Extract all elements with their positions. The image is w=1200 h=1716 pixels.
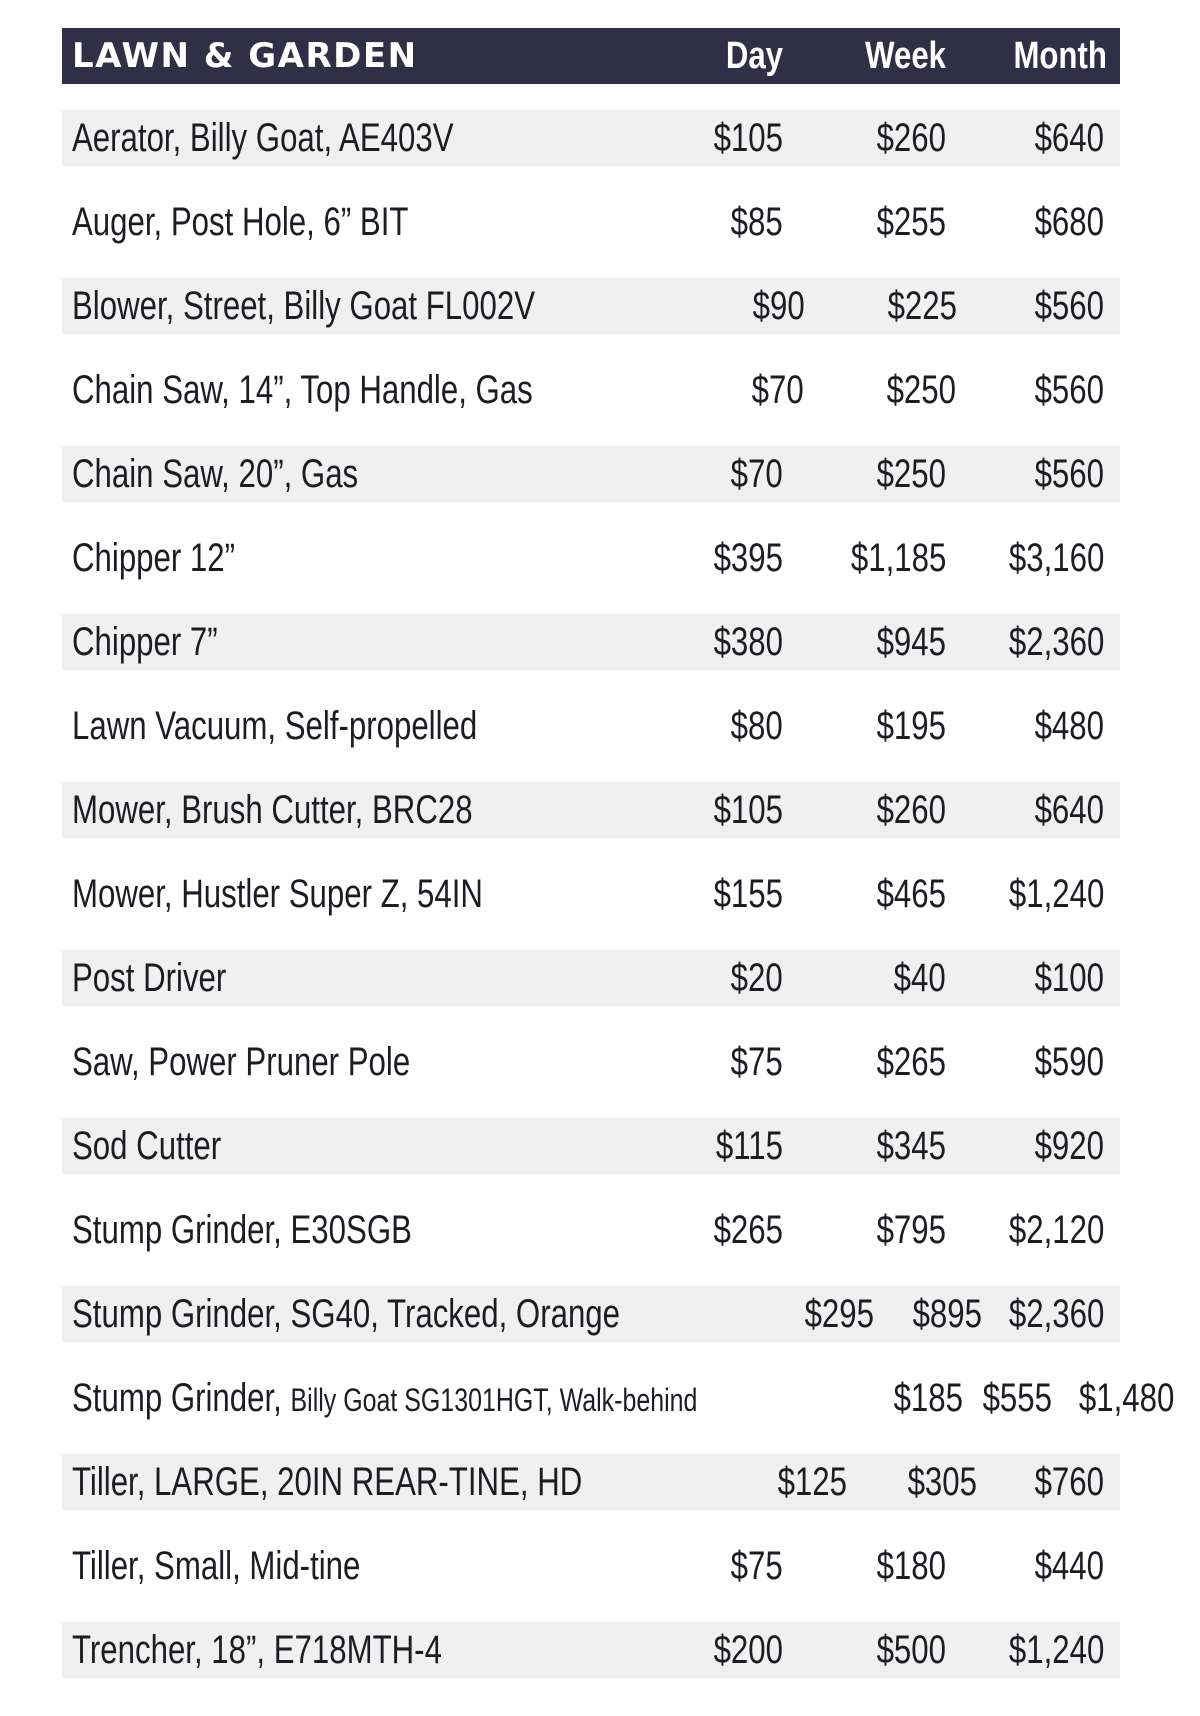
price-day-cell xyxy=(633,200,783,245)
price-week-cell xyxy=(847,1460,978,1505)
price-week-cell xyxy=(874,1292,982,1337)
item-name-main: Mower, Hustler Super Z, 54IN xyxy=(72,871,483,916)
item-name xyxy=(72,788,473,833)
price-week-cell xyxy=(783,1124,946,1169)
price-week-cell xyxy=(783,872,946,917)
price-day-cell xyxy=(874,1376,963,1421)
price-month-cell xyxy=(946,956,1120,1001)
price-day-cell xyxy=(633,956,783,1001)
price-day: $155 xyxy=(713,871,783,916)
item-name xyxy=(72,956,226,1001)
price-month: $560 xyxy=(1034,283,1104,328)
item-name-main: Chain Saw, 20”, Gas xyxy=(72,451,359,496)
table-row xyxy=(62,1286,1120,1342)
price-month-cell xyxy=(946,1544,1120,1589)
price-month-cell xyxy=(946,620,1120,665)
table-row xyxy=(62,1370,1175,1426)
table-row xyxy=(62,530,1120,586)
price-month: $3,160 xyxy=(1008,535,1104,580)
item-name-cell xyxy=(62,1124,633,1169)
table-row xyxy=(62,446,1120,502)
item-name-main: Chipper 7” xyxy=(72,619,218,664)
item-name xyxy=(72,1628,442,1673)
price-day: $90 xyxy=(753,283,806,328)
price-month-cell xyxy=(946,1628,1120,1673)
item-name-main: Saw, Power Pruner Pole xyxy=(72,1039,411,1084)
item-name-cell xyxy=(62,1292,775,1337)
item-name-main: Lawn Vacuum, Self-propelled xyxy=(72,703,478,748)
item-name-cell xyxy=(62,620,633,665)
price-week-cell xyxy=(963,1376,1052,1421)
item-name xyxy=(72,368,533,413)
item-name xyxy=(72,452,358,497)
item-name xyxy=(72,1040,410,1085)
price-day-cell xyxy=(633,1544,783,1589)
price-day: $295 xyxy=(804,1291,874,1336)
item-name xyxy=(72,1460,582,1505)
price-week-cell xyxy=(783,1544,946,1589)
item-name-main: Chipper 12” xyxy=(72,535,236,580)
price-month-cell xyxy=(946,788,1120,833)
price-day: $20 xyxy=(730,955,783,1000)
price-day-cell xyxy=(633,1040,783,1085)
price-day-cell xyxy=(633,536,783,581)
table-title: LAWN & GARDEN xyxy=(72,36,418,76)
price-month-cell xyxy=(946,1208,1120,1253)
price-day-cell xyxy=(633,620,783,665)
price-day-cell xyxy=(726,1460,846,1505)
price-day: $75 xyxy=(730,1543,783,1588)
price-month: $640 xyxy=(1034,115,1104,160)
item-name xyxy=(72,536,235,581)
price-month: $680 xyxy=(1034,199,1104,244)
table-row xyxy=(62,698,1120,754)
price-month: $590 xyxy=(1034,1039,1104,1084)
table-row xyxy=(62,1118,1120,1174)
price-week: $795 xyxy=(876,1207,946,1252)
price-month-cell xyxy=(957,284,1120,329)
price-week-cell xyxy=(783,956,946,1001)
item-name-cell xyxy=(62,704,633,749)
item-name-cell xyxy=(62,1544,633,1589)
item-name-main: Tiller, LARGE, 20IN REAR-TINE, HD xyxy=(72,1459,583,1504)
price-week-cell xyxy=(783,788,946,833)
item-name-main: Trencher, 18”, E718MTH-4 xyxy=(72,1627,442,1672)
item-name xyxy=(72,116,454,161)
price-month: $2,120 xyxy=(1008,1207,1104,1252)
price-day: $80 xyxy=(730,703,783,748)
item-name-cell xyxy=(62,452,633,497)
price-month: $2,360 xyxy=(1008,1291,1104,1336)
price-day-cell xyxy=(666,284,806,329)
table-row xyxy=(62,362,1120,418)
price-week: $40 xyxy=(893,955,946,1000)
item-name xyxy=(72,1124,221,1169)
price-week: $225 xyxy=(887,283,957,328)
price-month-cell xyxy=(982,1292,1120,1337)
price-week: $500 xyxy=(876,1627,946,1672)
item-name-main: Sod Cutter xyxy=(72,1123,222,1168)
price-month: $480 xyxy=(1034,703,1104,748)
price-month-cell xyxy=(946,536,1120,581)
price-month-cell xyxy=(1052,1376,1190,1421)
price-day: $200 xyxy=(713,1627,783,1672)
item-name-cell xyxy=(62,956,633,1001)
price-week-cell xyxy=(803,368,956,413)
price-day-cell xyxy=(633,872,783,917)
item-name xyxy=(72,1208,412,1253)
table-row xyxy=(62,1538,1120,1594)
item-name-cell xyxy=(62,1628,633,1673)
price-week: $260 xyxy=(876,787,946,832)
item-name-main: Aerator, Billy Goat, AE403V xyxy=(72,115,454,160)
table-row xyxy=(62,614,1120,670)
price-week-cell xyxy=(783,200,946,245)
table-row xyxy=(62,278,1120,334)
item-name-cell xyxy=(62,284,666,329)
price-day: $395 xyxy=(713,535,783,580)
item-name-main: Post Driver xyxy=(72,955,227,1000)
price-week-cell xyxy=(783,620,946,665)
price-week: $260 xyxy=(876,115,946,160)
price-day: $380 xyxy=(713,619,783,664)
price-month-cell xyxy=(977,1460,1120,1505)
price-month: $640 xyxy=(1034,787,1104,832)
price-day: $105 xyxy=(713,787,783,832)
price-day: $75 xyxy=(730,1039,783,1084)
item-name-main: Mower, Brush Cutter, BRC28 xyxy=(72,787,473,832)
item-name-main: Blower, Street, Billy Goat FL002V xyxy=(72,283,536,328)
item-name xyxy=(72,1544,360,1589)
price-week: $945 xyxy=(876,619,946,664)
item-name-main: Auger, Post Hole, 6” BIT xyxy=(72,199,409,244)
price-day: $70 xyxy=(730,451,783,496)
price-month: $440 xyxy=(1034,1543,1104,1588)
item-name xyxy=(72,1376,697,1421)
item-name-cell xyxy=(62,788,633,833)
price-month-cell xyxy=(946,116,1120,161)
price-week: $895 xyxy=(912,1291,982,1336)
price-month-cell xyxy=(946,452,1120,497)
price-day: $125 xyxy=(777,1459,847,1504)
price-day: $70 xyxy=(751,367,804,412)
price-month: $100 xyxy=(1034,955,1104,1000)
price-week: $180 xyxy=(876,1543,946,1588)
price-day: $265 xyxy=(713,1207,783,1252)
price-month-cell xyxy=(946,200,1120,245)
item-name xyxy=(72,872,483,917)
item-name-cell xyxy=(62,1460,726,1505)
price-month-cell xyxy=(946,704,1120,749)
price-week: $345 xyxy=(876,1123,946,1168)
table-row xyxy=(62,782,1120,838)
price-week: $1,185 xyxy=(850,535,946,580)
item-name-main: Stump Grinder, E30SGB xyxy=(72,1207,412,1252)
item-name-main: Chain Saw, 14”, Top Handle, Gas xyxy=(72,367,533,412)
table-row xyxy=(62,950,1120,1006)
item-name-cell xyxy=(62,872,633,917)
price-week: $250 xyxy=(876,451,946,496)
price-week: $265 xyxy=(876,1039,946,1084)
item-name-main: Tiller, Small, Mid-tine xyxy=(72,1543,361,1588)
item-name-cell xyxy=(62,1376,874,1421)
item-name-main: Stump Grinder, SG40, Tracked, Orange xyxy=(72,1291,620,1336)
table-header xyxy=(62,28,1120,84)
item-name-main: Stump Grinder, xyxy=(72,1375,291,1420)
table-row xyxy=(62,866,1120,922)
table-row xyxy=(62,1622,1120,1678)
item-name xyxy=(72,1292,620,1337)
price-week-cell xyxy=(783,1040,946,1085)
price-day-cell xyxy=(633,1208,783,1253)
column-header-month: Month xyxy=(1013,34,1107,77)
item-name xyxy=(72,620,218,665)
price-week-cell xyxy=(783,1208,946,1253)
price-day: $185 xyxy=(893,1375,963,1420)
item-name-cell xyxy=(62,536,633,581)
price-month: $1,240 xyxy=(1008,871,1104,916)
price-day-cell xyxy=(633,1628,783,1673)
item-name-cell xyxy=(62,116,633,161)
item-name-cell xyxy=(62,1040,633,1085)
price-week: $195 xyxy=(876,703,946,748)
price-day: $85 xyxy=(730,199,783,244)
price-month-cell xyxy=(956,368,1120,413)
item-name xyxy=(72,284,535,329)
table-row xyxy=(62,194,1120,250)
price-month: $560 xyxy=(1034,367,1104,412)
item-name xyxy=(72,704,477,749)
item-name-cell xyxy=(62,1208,633,1253)
price-day: $115 xyxy=(715,1123,783,1168)
table-row xyxy=(62,1454,1120,1510)
price-month: $560 xyxy=(1034,451,1104,496)
price-week-cell xyxy=(783,452,946,497)
price-day: $105 xyxy=(713,115,783,160)
price-day-cell xyxy=(663,368,804,413)
price-week-cell xyxy=(783,116,946,161)
price-month: $760 xyxy=(1034,1459,1104,1504)
table-body xyxy=(62,110,1175,1678)
price-month-cell xyxy=(946,1124,1120,1169)
price-table xyxy=(62,28,1175,1706)
price-week: $255 xyxy=(876,199,946,244)
price-day-cell xyxy=(633,788,783,833)
item-name-cell xyxy=(62,368,663,413)
price-month: $1,480 xyxy=(1078,1375,1175,1420)
price-week: $305 xyxy=(907,1459,978,1504)
table-row xyxy=(62,1202,1120,1258)
price-week: $555 xyxy=(982,1375,1052,1420)
column-header-day: Day xyxy=(725,34,783,77)
price-month-cell xyxy=(946,872,1120,917)
price-day-cell xyxy=(633,1124,783,1169)
table-row xyxy=(62,1034,1120,1090)
price-month-cell xyxy=(946,1040,1120,1085)
price-month: $920 xyxy=(1034,1123,1104,1168)
price-week-cell xyxy=(783,704,946,749)
price-week-cell xyxy=(805,284,957,329)
item-name-cell xyxy=(62,200,633,245)
price-month: $1,240 xyxy=(1008,1627,1104,1672)
price-day-cell xyxy=(633,116,783,161)
price-month: $2,360 xyxy=(1008,619,1104,664)
price-week: $250 xyxy=(886,367,956,412)
price-day-cell xyxy=(633,704,783,749)
price-day-cell xyxy=(633,452,783,497)
price-week: $465 xyxy=(876,871,946,916)
price-week-cell xyxy=(783,536,946,581)
price-week-cell xyxy=(783,1628,946,1673)
column-header-week: Week xyxy=(865,34,946,77)
item-name-detail: Billy Goat SG1301HGT, Walk-behind xyxy=(290,1381,698,1418)
item-name xyxy=(72,200,408,245)
price-day-cell xyxy=(775,1292,874,1337)
table-row xyxy=(62,110,1120,166)
